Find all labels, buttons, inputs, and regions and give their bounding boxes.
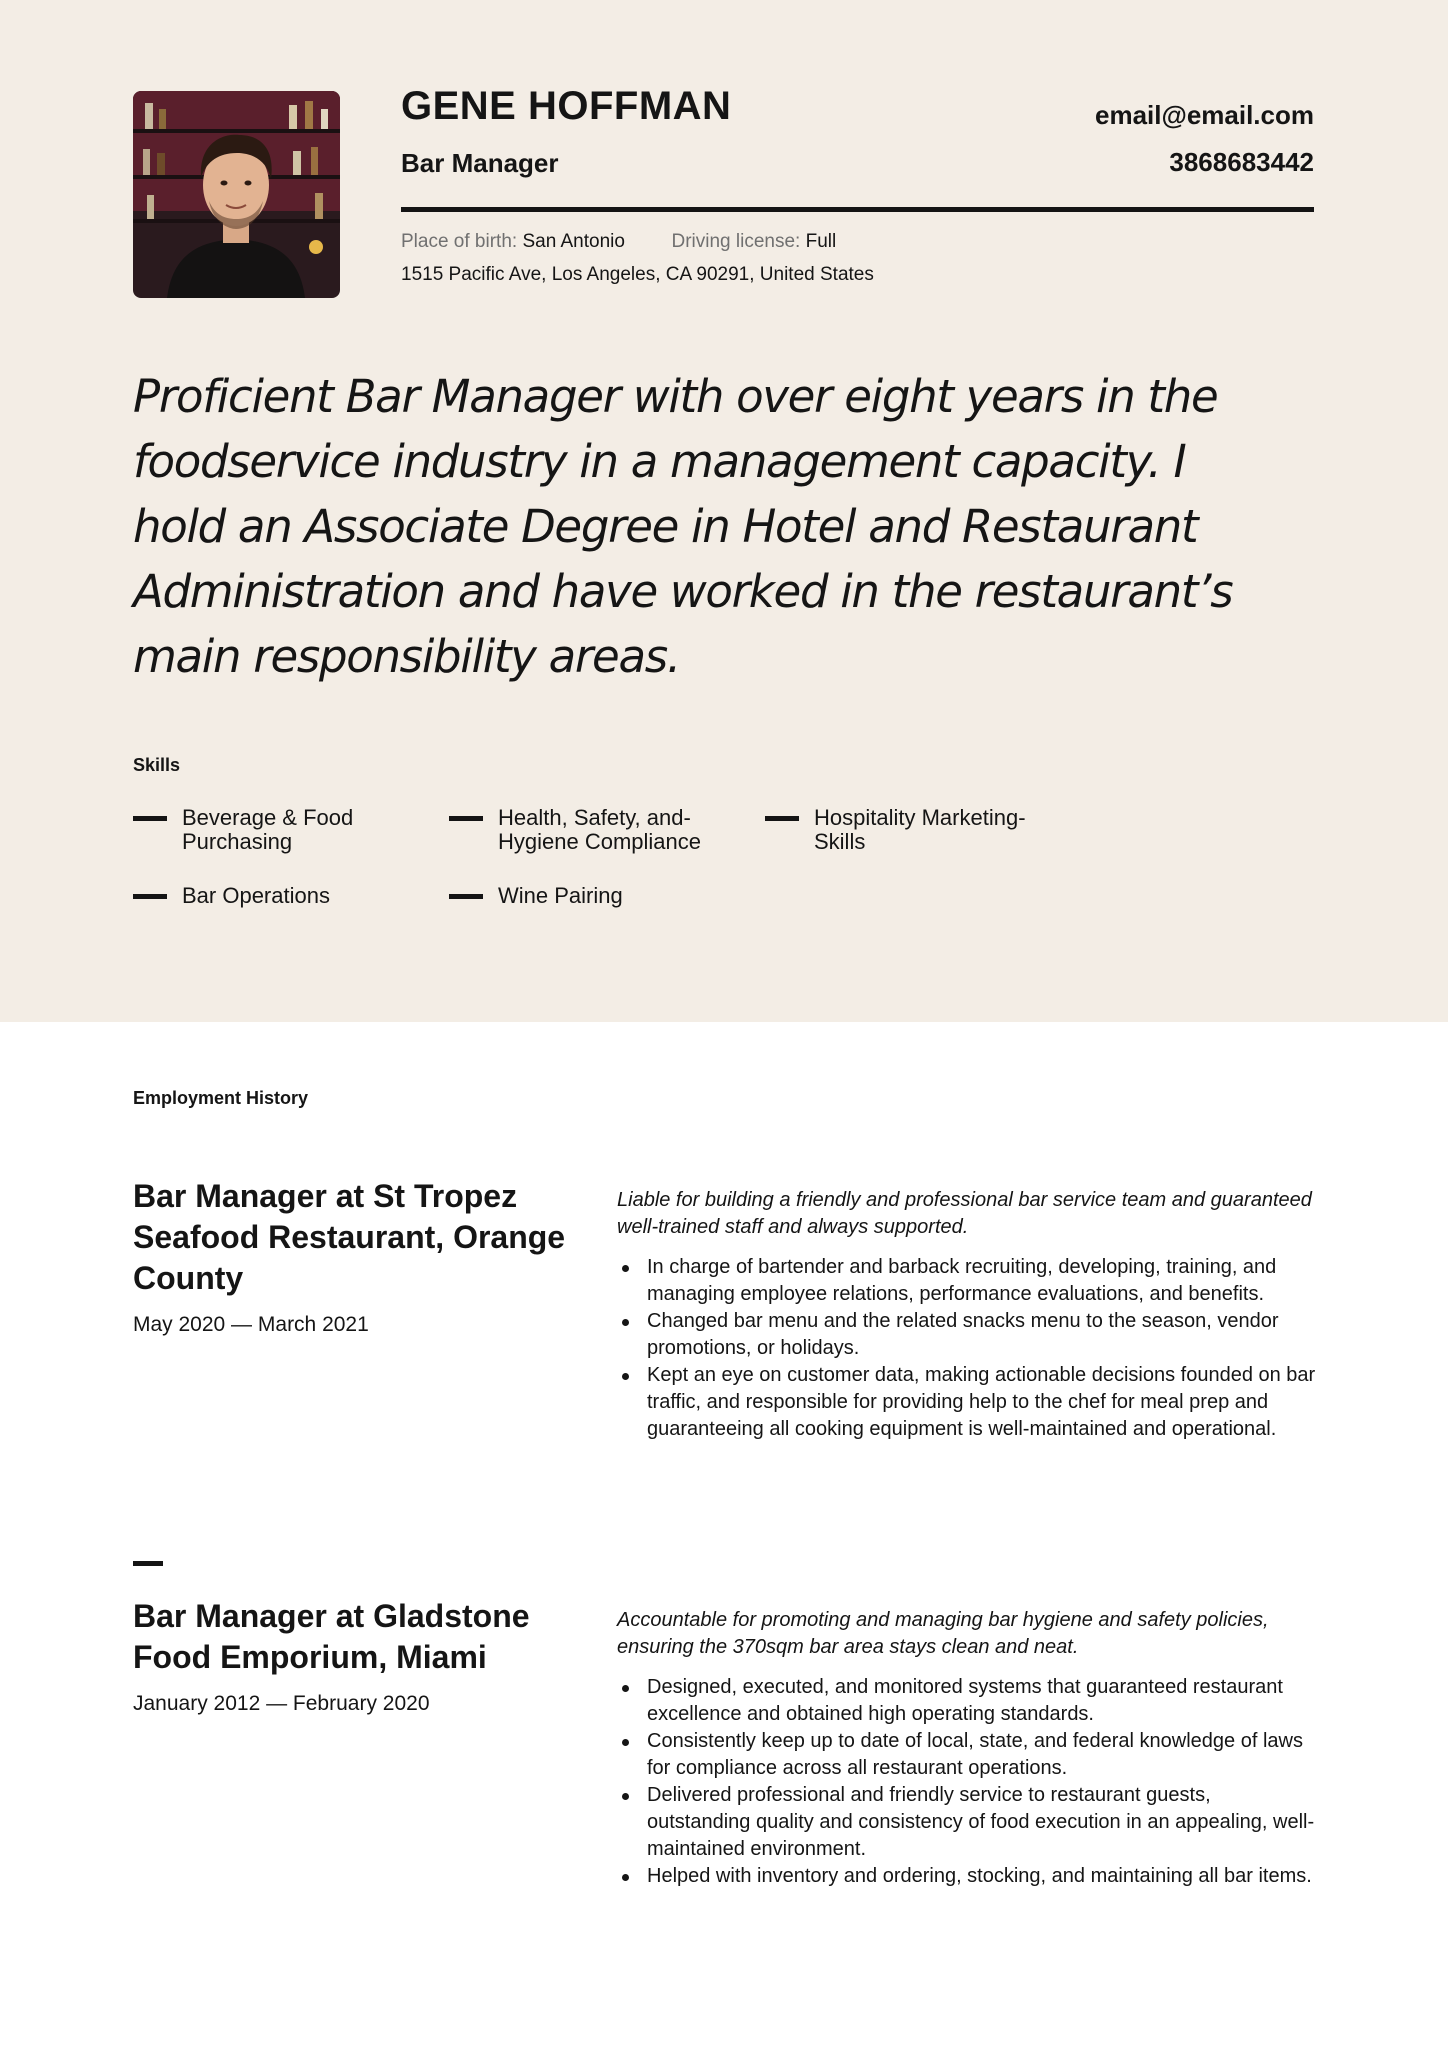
dash-icon [449,894,483,899]
job-separator [133,1561,163,1566]
dash-icon [133,894,167,899]
skill-label: Bar Operations [182,883,330,908]
candidate-title: Bar Manager [401,148,559,178]
skill-item [182,806,452,854]
phone-number: 3868683442 [1169,147,1314,177]
skill-label: Hospitality Marketing-Skills [814,805,1026,854]
list-item: Delivered professional and friendly service to restaurant guests, outstanding quality and consistency of food execution in an appealing, well-maintained environment. [617,1782,1317,1863]
driving-license-value: Full [805,231,837,252]
list-item: In charge of bartender and barback recruiting, developing, training, and managing employee relations, performance evaluations, and benefits. [617,1254,1317,1308]
skill-label: Beverage & Food Purchasing [182,805,354,854]
skill-label: Wine Pairing [498,883,623,908]
list-item: Helped with inventory and ordering, stocking, and maintaining all bar items. [617,1863,1317,1890]
job-bullet-list [617,1254,1317,1443]
employment-heading: Employment History [133,1088,309,1108]
personal-details [401,231,836,253]
job-description: Liable for building a friendly and professional bar service team and guaranteed well-trained staff and always supported. [617,1189,1312,1238]
place-of-birth-value: San Antonio [522,231,625,252]
skill-item [182,884,452,908]
profile-photo [133,91,340,298]
dash-icon [765,816,799,821]
skill-item [498,884,768,908]
dash-icon [133,816,167,821]
skills-heading: Skills [133,755,181,775]
skill-item [498,806,768,854]
list-item: Kept an eye on customer data, making actionable decisions founded on bar traffic, and responsible for providing help to the chef for meal prep and guaranteeing all cooking equipment is well-maintained and operational. [617,1362,1317,1443]
job-dates: May 2020 — March 2021 [133,1313,369,1336]
list-item: Designed, executed, and monitored systems that guaranteed restaurant excellence and obtained high operating standards. [617,1674,1317,1728]
place-of-birth-label: Place of birth: [401,231,518,252]
skill-item [814,806,1044,854]
job-bullet-list [617,1674,1317,1890]
candidate-name: GENE HOFFMAN [401,84,732,128]
list-item: Changed bar menu and the related snacks menu to the season, vendor promotions, or holidays. [617,1308,1317,1362]
email-link[interactable]: email@email.com [1094,100,1314,130]
driving-license-label: Driving license: [671,231,801,252]
job-description: Accountable for promoting and managing bar hygiene and safety policies, ensuring the 370sqm bar area stays clean and neat. [617,1609,1269,1658]
job-title: Bar Manager at St Tropez Seafood Restaurant, Orange County [133,1178,566,1296]
skill-label: Health, Safety, and-Hygiene Compliance [498,805,701,854]
job-dates: January 2012 — February 2020 [133,1692,430,1715]
list-item: Consistently keep up to date of local, state, and federal knowledge of laws for compliance across all restaurant operations. [617,1728,1317,1782]
profile-summary: Proficient Bar Manager with over eight years in the foodservice industry in a management capacity. I hold an Associate Degree in Hotel and Restaurant Administration and have worked in the restaurant’s main responsibility areas. [133,370,1233,683]
dash-icon [449,816,483,821]
address: 1515 Pacific Ave, Los Angeles, CA 90291, United States [401,264,874,285]
job-title: Bar Manager at Gladstone Food Emporium, Miami [133,1598,530,1675]
header-divider [401,207,1314,212]
